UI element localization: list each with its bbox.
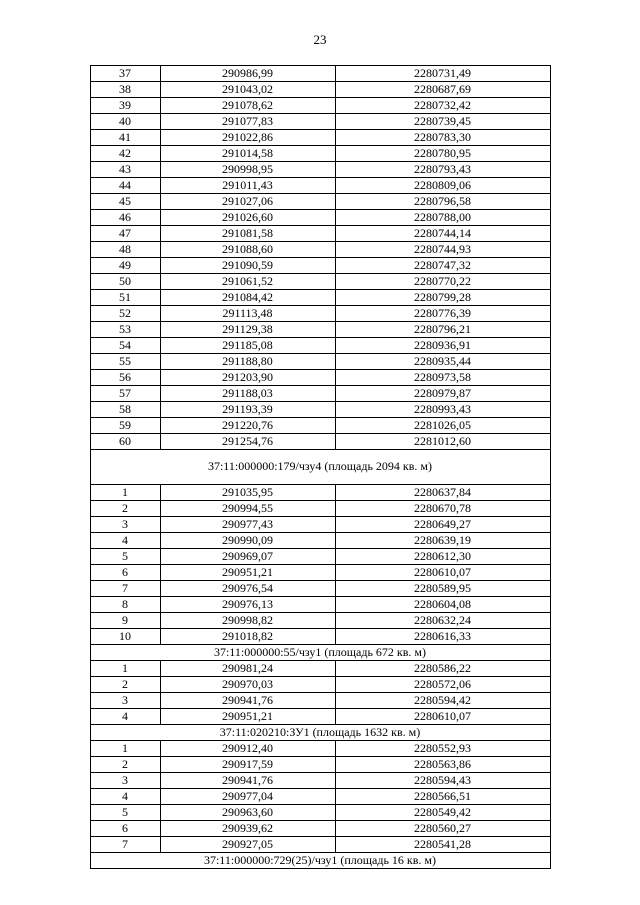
point-number-cell: 47 [90, 226, 160, 242]
x-coordinate-cell: 291188,03 [160, 386, 335, 402]
point-number-cell: 2 [90, 757, 160, 773]
x-coordinate-cell: 291129,38 [160, 322, 335, 338]
y-coordinate-cell: 2280793,43 [335, 162, 550, 178]
y-coordinate-cell: 2280594,43 [335, 773, 550, 789]
y-coordinate-cell: 2280739,45 [335, 114, 550, 130]
point-number-cell: 1 [90, 741, 160, 757]
x-coordinate-cell: 291090,59 [160, 258, 335, 274]
x-coordinate-cell: 290941,76 [160, 773, 335, 789]
point-number-cell: 55 [90, 354, 160, 370]
y-coordinate-cell: 2280616,33 [335, 629, 550, 645]
table-row [90, 402, 550, 418]
point-number-cell: 6 [90, 565, 160, 581]
y-coordinate-cell: 2280732,42 [335, 98, 550, 114]
table-row [90, 66, 550, 82]
table-row [90, 741, 550, 757]
y-coordinate-cell: 2280799,28 [335, 290, 550, 306]
y-coordinate-cell: 2280796,21 [335, 322, 550, 338]
x-coordinate-cell: 290969,07 [160, 549, 335, 565]
point-number-cell: 60 [90, 434, 160, 450]
x-coordinate-cell: 290990,09 [160, 533, 335, 549]
table-row [90, 258, 550, 274]
y-coordinate-cell: 2280637,84 [335, 485, 550, 501]
y-coordinate-cell: 2281026,05 [335, 418, 550, 434]
section-header-row [90, 725, 550, 741]
y-coordinate-cell: 2280604,08 [335, 597, 550, 613]
table-row [90, 613, 550, 629]
table-row [90, 162, 550, 178]
x-coordinate-cell: 291185,08 [160, 338, 335, 354]
table-row [90, 805, 550, 821]
table-row [90, 485, 550, 501]
x-coordinate-cell: 290977,04 [160, 789, 335, 805]
x-coordinate-cell: 291011,43 [160, 178, 335, 194]
x-coordinate-cell: 291043,02 [160, 82, 335, 98]
table-row [90, 581, 550, 597]
point-number-cell: 10 [90, 629, 160, 645]
point-number-cell: 43 [90, 162, 160, 178]
point-number-cell: 9 [90, 613, 160, 629]
table-row [90, 226, 550, 242]
y-coordinate-cell: 2280670,78 [335, 501, 550, 517]
x-coordinate-cell: 290998,82 [160, 613, 335, 629]
y-coordinate-cell: 2280612,30 [335, 549, 550, 565]
x-coordinate-cell: 290917,59 [160, 757, 335, 773]
x-coordinate-cell: 291022,86 [160, 130, 335, 146]
x-coordinate-cell: 290963,60 [160, 805, 335, 821]
x-coordinate-cell: 291188,80 [160, 354, 335, 370]
y-coordinate-cell: 2280780,95 [335, 146, 550, 162]
x-coordinate-cell: 290977,43 [160, 517, 335, 533]
point-number-cell: 7 [90, 581, 160, 597]
x-coordinate-cell: 291220,76 [160, 418, 335, 434]
point-number-cell: 37 [90, 66, 160, 82]
y-coordinate-cell: 2280936,91 [335, 338, 550, 354]
y-coordinate-cell: 2280788,00 [335, 210, 550, 226]
x-coordinate-cell: 291061,52 [160, 274, 335, 290]
table-row [90, 210, 550, 226]
section-header: 37:11:000000:729(25)/чзу1 (площадь 16 кв. м) [90, 853, 550, 869]
x-coordinate-cell: 291077,83 [160, 114, 335, 130]
table-row [90, 533, 550, 549]
table-row [90, 290, 550, 306]
y-coordinate-cell: 2280594,42 [335, 693, 550, 709]
point-number-cell: 6 [90, 821, 160, 837]
point-number-cell: 53 [90, 322, 160, 338]
table-row [90, 194, 550, 210]
y-coordinate-cell: 2280586,22 [335, 661, 550, 677]
table-row [90, 629, 550, 645]
table-row [90, 338, 550, 354]
y-coordinate-cell: 2280796,58 [335, 194, 550, 210]
point-number-cell: 40 [90, 114, 160, 130]
table-row [90, 565, 550, 581]
point-number-cell: 56 [90, 370, 160, 386]
table-row [90, 501, 550, 517]
point-number-cell: 51 [90, 290, 160, 306]
y-coordinate-cell: 2280935,44 [335, 354, 550, 370]
point-number-cell: 1 [90, 661, 160, 677]
table-row [90, 242, 550, 258]
x-coordinate-cell: 290970,03 [160, 677, 335, 693]
section-header: 37:11:000000:179/чзу4 (площадь 2094 кв. м) [90, 450, 550, 485]
x-coordinate-cell: 290912,40 [160, 741, 335, 757]
y-coordinate-cell: 2280563,86 [335, 757, 550, 773]
table-row [90, 98, 550, 114]
y-coordinate-cell: 2280552,93 [335, 741, 550, 757]
point-number-cell: 8 [90, 597, 160, 613]
table-row [90, 661, 550, 677]
x-coordinate-cell: 291254,76 [160, 434, 335, 450]
table-row [90, 178, 550, 194]
point-number-cell: 39 [90, 98, 160, 114]
table-row [90, 130, 550, 146]
x-coordinate-cell: 291084,42 [160, 290, 335, 306]
x-coordinate-cell: 291078,62 [160, 98, 335, 114]
y-coordinate-cell: 2280610,07 [335, 565, 550, 581]
point-number-cell: 54 [90, 338, 160, 354]
table-row [90, 677, 550, 693]
point-number-cell: 46 [90, 210, 160, 226]
y-coordinate-cell: 2280649,27 [335, 517, 550, 533]
point-number-cell: 41 [90, 130, 160, 146]
section-header-row [90, 450, 550, 485]
point-number-cell: 49 [90, 258, 160, 274]
table-row [90, 517, 550, 533]
point-number-cell: 44 [90, 178, 160, 194]
x-coordinate-cell: 291113,48 [160, 306, 335, 322]
table-row [90, 306, 550, 322]
x-coordinate-cell: 291014,58 [160, 146, 335, 162]
table-row [90, 434, 550, 450]
y-coordinate-cell: 2280572,06 [335, 677, 550, 693]
y-coordinate-cell: 2280993,43 [335, 402, 550, 418]
y-coordinate-cell: 2280560,27 [335, 821, 550, 837]
y-coordinate-cell: 2280783,30 [335, 130, 550, 146]
x-coordinate-cell: 291203,90 [160, 370, 335, 386]
table-row [90, 370, 550, 386]
x-coordinate-cell: 291018,82 [160, 629, 335, 645]
table-row [90, 549, 550, 565]
y-coordinate-cell: 2280747,32 [335, 258, 550, 274]
x-coordinate-cell: 290927,05 [160, 837, 335, 853]
point-number-cell: 7 [90, 837, 160, 853]
x-coordinate-cell: 290951,21 [160, 709, 335, 725]
x-coordinate-cell: 291081,58 [160, 226, 335, 242]
point-number-cell: 59 [90, 418, 160, 434]
table-row [90, 597, 550, 613]
table-row [90, 709, 550, 725]
x-coordinate-cell: 291026,60 [160, 210, 335, 226]
y-coordinate-cell: 2280731,49 [335, 66, 550, 82]
x-coordinate-cell: 291027,06 [160, 194, 335, 210]
section-header: 37:11:000000:55/чзу1 (площадь 672 кв. м) [90, 645, 550, 661]
table-row [90, 773, 550, 789]
table-row [90, 146, 550, 162]
point-number-cell: 50 [90, 274, 160, 290]
x-coordinate-cell: 291088,60 [160, 242, 335, 258]
page-number: 23 [313, 32, 327, 47]
point-number-cell: 57 [90, 386, 160, 402]
y-coordinate-cell: 2280610,07 [335, 709, 550, 725]
table-row [90, 757, 550, 773]
y-coordinate-cell: 2280541,28 [335, 837, 550, 853]
point-number-cell: 3 [90, 773, 160, 789]
table-row [90, 386, 550, 402]
point-number-cell: 4 [90, 533, 160, 549]
section-header-row [90, 645, 550, 661]
section-header: 37:11:020210:ЗУ1 (площадь 1632 кв. м) [90, 725, 550, 741]
coordinates-table-body [90, 66, 550, 869]
x-coordinate-cell: 290939,62 [160, 821, 335, 837]
x-coordinate-cell: 291193,39 [160, 402, 335, 418]
y-coordinate-cell: 2280776,39 [335, 306, 550, 322]
table-row [90, 354, 550, 370]
y-coordinate-cell: 2280744,93 [335, 242, 550, 258]
y-coordinate-cell: 2280632,24 [335, 613, 550, 629]
table-row [90, 114, 550, 130]
coordinates-table [90, 65, 551, 869]
point-number-cell: 4 [90, 789, 160, 805]
y-coordinate-cell: 2280809,06 [335, 178, 550, 194]
table-row [90, 82, 550, 98]
point-number-cell: 2 [90, 677, 160, 693]
table-row [90, 274, 550, 290]
point-number-cell: 5 [90, 805, 160, 821]
table-row [90, 821, 550, 837]
x-coordinate-cell: 290986,99 [160, 66, 335, 82]
point-number-cell: 1 [90, 485, 160, 501]
y-coordinate-cell: 2281012,60 [335, 434, 550, 450]
x-coordinate-cell: 290994,55 [160, 501, 335, 517]
point-number-cell: 58 [90, 402, 160, 418]
table-row [90, 693, 550, 709]
y-coordinate-cell: 2280979,87 [335, 386, 550, 402]
point-number-cell: 3 [90, 693, 160, 709]
x-coordinate-cell: 290951,21 [160, 565, 335, 581]
section-header-row [90, 853, 550, 869]
y-coordinate-cell: 2280566,51 [335, 789, 550, 805]
point-number-cell: 52 [90, 306, 160, 322]
table-row [90, 418, 550, 434]
x-coordinate-cell: 290998,95 [160, 162, 335, 178]
table-row [90, 837, 550, 853]
table-row [90, 789, 550, 805]
table-row [90, 322, 550, 338]
y-coordinate-cell: 2280687,69 [335, 82, 550, 98]
point-number-cell: 42 [90, 146, 160, 162]
y-coordinate-cell: 2280973,58 [335, 370, 550, 386]
y-coordinate-cell: 2280639,19 [335, 533, 550, 549]
point-number-cell: 5 [90, 549, 160, 565]
y-coordinate-cell: 2280770,22 [335, 274, 550, 290]
y-coordinate-cell: 2280549,42 [335, 805, 550, 821]
point-number-cell: 2 [90, 501, 160, 517]
x-coordinate-cell: 290976,13 [160, 597, 335, 613]
point-number-cell: 48 [90, 242, 160, 258]
x-coordinate-cell: 290941,76 [160, 693, 335, 709]
x-coordinate-cell: 290976,54 [160, 581, 335, 597]
point-number-cell: 3 [90, 517, 160, 533]
point-number-cell: 38 [90, 82, 160, 98]
x-coordinate-cell: 291035,95 [160, 485, 335, 501]
point-number-cell: 4 [90, 709, 160, 725]
y-coordinate-cell: 2280744,14 [335, 226, 550, 242]
y-coordinate-cell: 2280589,95 [335, 581, 550, 597]
x-coordinate-cell: 290981,24 [160, 661, 335, 677]
point-number-cell: 45 [90, 194, 160, 210]
